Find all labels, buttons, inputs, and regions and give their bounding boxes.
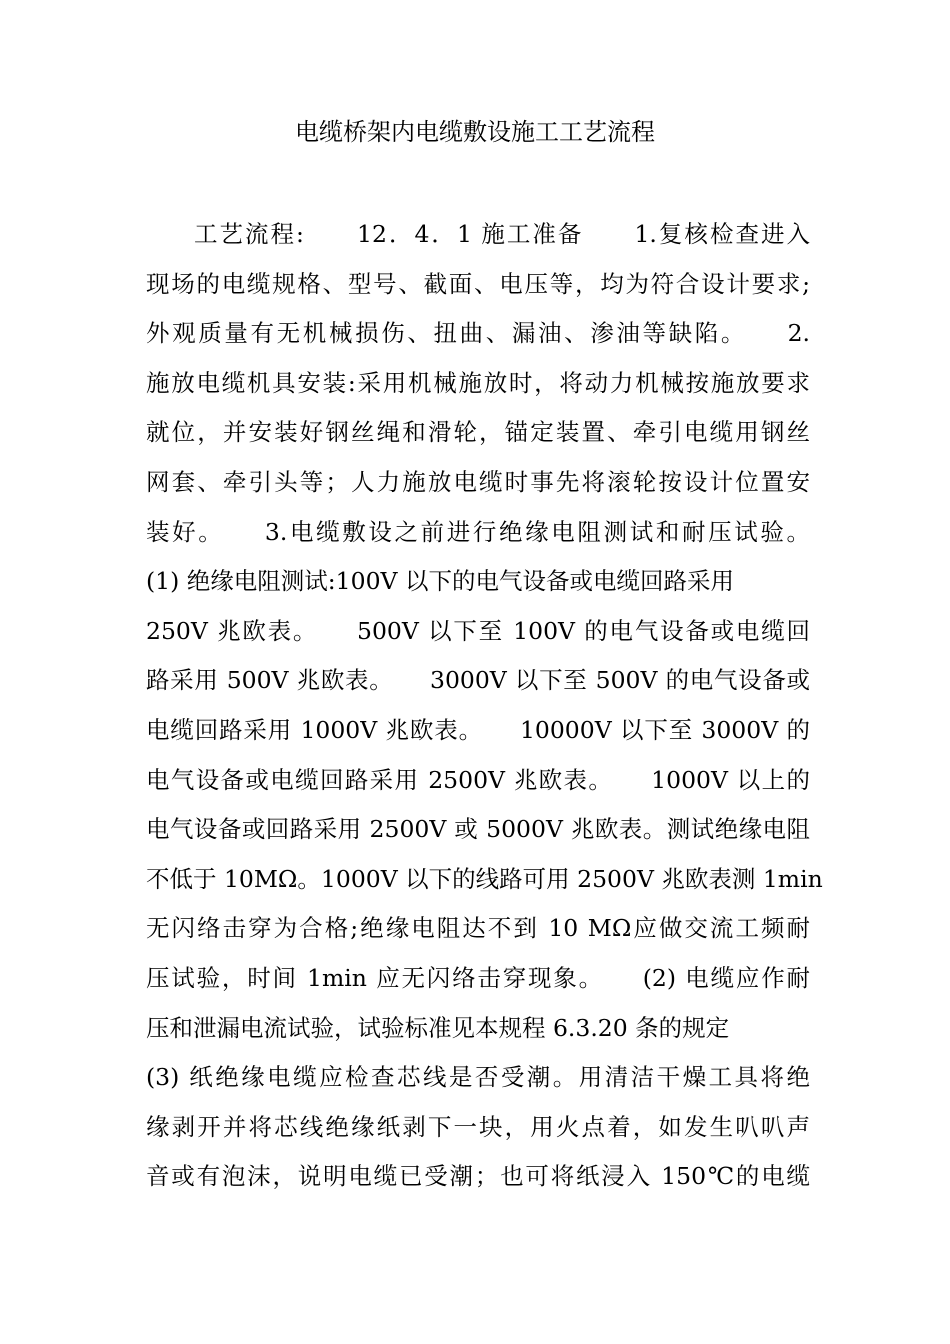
body-line: 音或有泡沫，说明电缆已受潮；也可将纸浸入 150℃的电缆 — [146, 1162, 810, 1191]
body-line: 装好。 3.电缆敷设之前进行绝缘电阻测试和耐压试验。 — [146, 517, 810, 546]
body-line: 路采用 500V 兆欧表。 3000V 以下至 500V 的电气设备或 — [146, 666, 810, 695]
body-line: 压试验，时间 1min 应无闪络击穿现象。 (2) 电缆应作耐 — [146, 963, 810, 992]
document-title: 电缆桥架内电缆敷设施工工艺流程 — [295, 118, 655, 146]
body-line: 外观质量有无机械损伤、扭曲、漏油、渗油等缺陷。 2. — [146, 319, 810, 348]
body-line: 电缆回路采用 1000V 兆欧表。 10000V 以下至 3000V 的 — [146, 715, 810, 744]
body-line: 电气设备或回路采用 2500V 或 5000V 兆欧表。测试绝缘电阻 — [146, 815, 810, 844]
document-body — [146, 210, 823, 1202]
body-line: 缘剥开并将芯线绝缘纸剥下一块，用火点着，如发生叭叭声 — [146, 1112, 810, 1141]
body-line: 施放电缆机具安装:采用机械施放时，将动力机械按施放要求 — [146, 368, 810, 397]
body-line: 现场的电缆规格、型号、截面、电压等，均为符合设计要求; — [146, 269, 810, 298]
body-line: (3) 纸绝缘电缆应检查芯线是否受潮。用清洁干燥工具将绝 — [146, 1063, 810, 1092]
body-line: 工艺流程: 12．4．1 施工准备 1.复核检查进入 — [194, 220, 810, 248]
body-line: 压和泄漏电流试验，试验标准见本规程 6.3.20 条的规定 — [146, 1013, 730, 1042]
body-line: 就位，并安装好钢丝绳和滑轮，锚定装置、牵引电缆用钢丝 — [146, 418, 810, 447]
body-line: 电气设备或电缆回路采用 2500V 兆欧表。 1000V 以上的 — [146, 765, 810, 794]
body-line: 无闪络击穿为合格;绝缘电阻达不到 10 MΩ应做交流工频耐 — [146, 914, 810, 943]
body-line: 250V 兆欧表。 500V 以下至 100V 的电气设备或电缆回 — [146, 616, 810, 645]
body-line: 不低于 10MΩ。1000V 以下的线路可用 2500V 兆欧表测 1min — [146, 864, 823, 893]
body-line: (1) 绝缘电阻测试:100V 以下的电气设备或电缆回路采用 — [146, 567, 734, 596]
body-line: 网套、牵引头等；人力施放电缆时事先将滚轮按设计位置安 — [146, 467, 810, 496]
